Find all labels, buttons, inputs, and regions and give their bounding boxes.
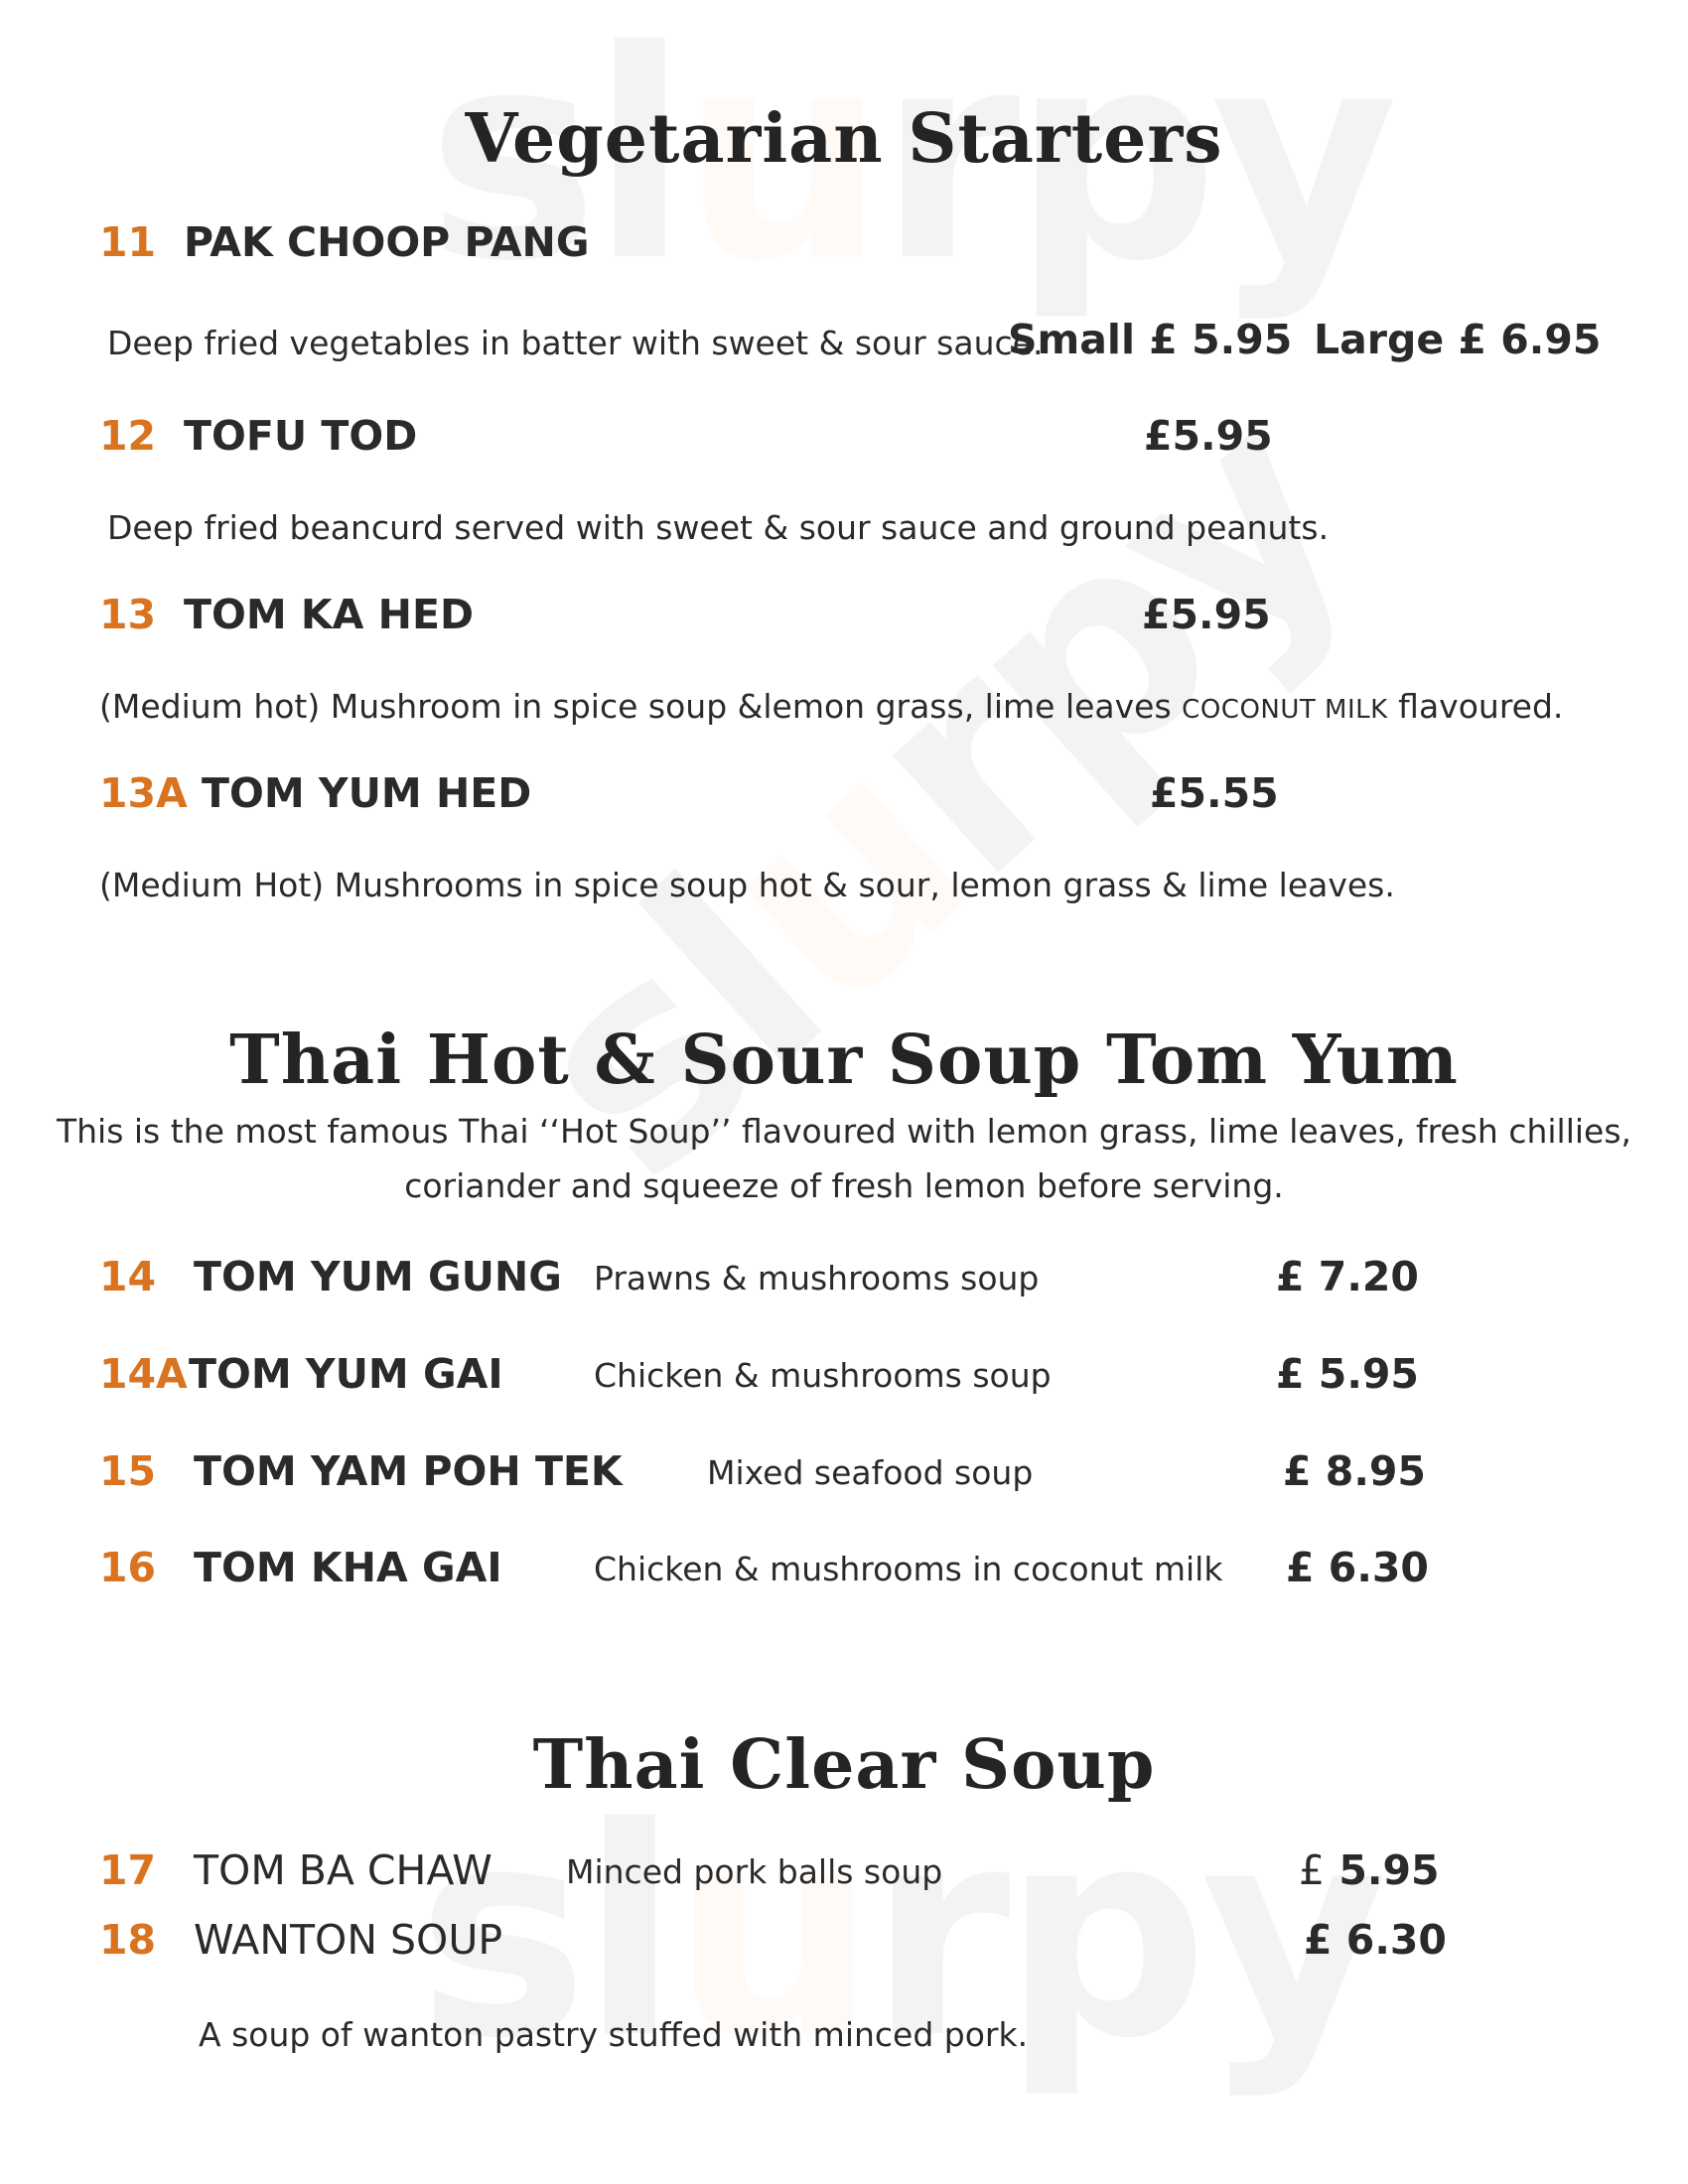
item-name: TOM YUM HED bbox=[202, 769, 532, 817]
item-price-large: Large £ 6.95 bbox=[1314, 316, 1602, 363]
item-description: Chicken & mushrooms in coconut milk bbox=[594, 1550, 1223, 1588]
item-description: Mixed seafood soup bbox=[707, 1453, 1034, 1492]
item-number: 14A bbox=[99, 1350, 188, 1398]
item-price-small: Small £ 5.95 bbox=[1008, 316, 1293, 363]
section-title-hot-sour-soup: Thai Hot & Sour Soup Tom Yum bbox=[229, 1021, 1459, 1100]
item-price: £5.95 bbox=[1144, 412, 1273, 460]
item-number: 13 bbox=[99, 591, 157, 638]
item-number: 16 bbox=[99, 1544, 157, 1591]
section-intro: This is the most famous Thai ‘‘Hot Soup’’ flavoured with lemon grass, lime leaves, fresh chillies, bbox=[56, 1112, 1632, 1151]
item-description-part: flavoured. bbox=[1398, 687, 1564, 726]
item-number: 18 bbox=[99, 1916, 157, 1964]
item-description: Minced pork balls soup bbox=[566, 1852, 943, 1891]
currency-symbol: £ bbox=[1299, 1846, 1326, 1894]
item-price: £5.95 bbox=[1142, 591, 1271, 638]
item-description: Deep fried vegetables in batter with sweet & sour sauce. bbox=[107, 324, 1044, 362]
item-price: £ 6.30 bbox=[1286, 1544, 1429, 1591]
item-number: 11 bbox=[99, 218, 157, 266]
section-title-vegetarian-starters: Vegetarian Starters bbox=[465, 99, 1223, 179]
item-name: TOM YUM GAI bbox=[189, 1350, 503, 1398]
item-name: TOM KHA GAI bbox=[194, 1544, 502, 1591]
item-price: £5.55 bbox=[1150, 769, 1279, 817]
item-name: TOM KA HED bbox=[184, 591, 475, 638]
item-name: PAK CHOOP PANG bbox=[184, 218, 590, 266]
item-description-part: (Medium hot) Mushroom in spice soup &lemon grass, lime leaves bbox=[99, 687, 1172, 726]
item-description-coconut-milk: COCONUT MILK bbox=[1182, 695, 1388, 725]
item-description: Deep fried beancurd served with sweet & sour sauce and ground peanuts. bbox=[107, 508, 1330, 547]
item-price bbox=[1299, 1846, 1440, 1894]
item-name: TOM YUM GUNG bbox=[194, 1253, 562, 1300]
section-title-clear-soup: Thai Clear Soup bbox=[532, 1725, 1156, 1805]
item-name: TOFU TOD bbox=[184, 412, 418, 460]
item-price: £ 8.95 bbox=[1283, 1447, 1426, 1495]
item-number: 14 bbox=[99, 1253, 157, 1300]
item-price: £ 5.95 bbox=[1276, 1350, 1419, 1398]
item-number: 17 bbox=[99, 1846, 157, 1894]
item-description: (Medium Hot) Mushrooms in spice soup hot & sour, lemon grass & lime leaves. bbox=[99, 866, 1395, 904]
item-description: Prawns & mushrooms soup bbox=[594, 1259, 1040, 1297]
item-price: £ 7.20 bbox=[1276, 1253, 1419, 1300]
item-description: A soup of wanton pastry stuffed with minced pork. bbox=[199, 2015, 1029, 2054]
price-value: 5.95 bbox=[1338, 1846, 1440, 1894]
item-number: 12 bbox=[99, 412, 157, 460]
section-intro: coriander and squeeze of fresh lemon before serving. bbox=[404, 1166, 1284, 1205]
item-number: 13A bbox=[99, 769, 188, 817]
item-name: TOM BA CHAW bbox=[194, 1846, 492, 1894]
item-description bbox=[99, 687, 1563, 726]
item-number: 15 bbox=[99, 1447, 157, 1495]
item-name: WANTON SOUP bbox=[194, 1916, 503, 1964]
item-name: TOM YAM POH TEK bbox=[194, 1447, 623, 1495]
item-price: £ 6.30 bbox=[1304, 1916, 1447, 1964]
item-description: Chicken & mushrooms soup bbox=[594, 1356, 1052, 1395]
